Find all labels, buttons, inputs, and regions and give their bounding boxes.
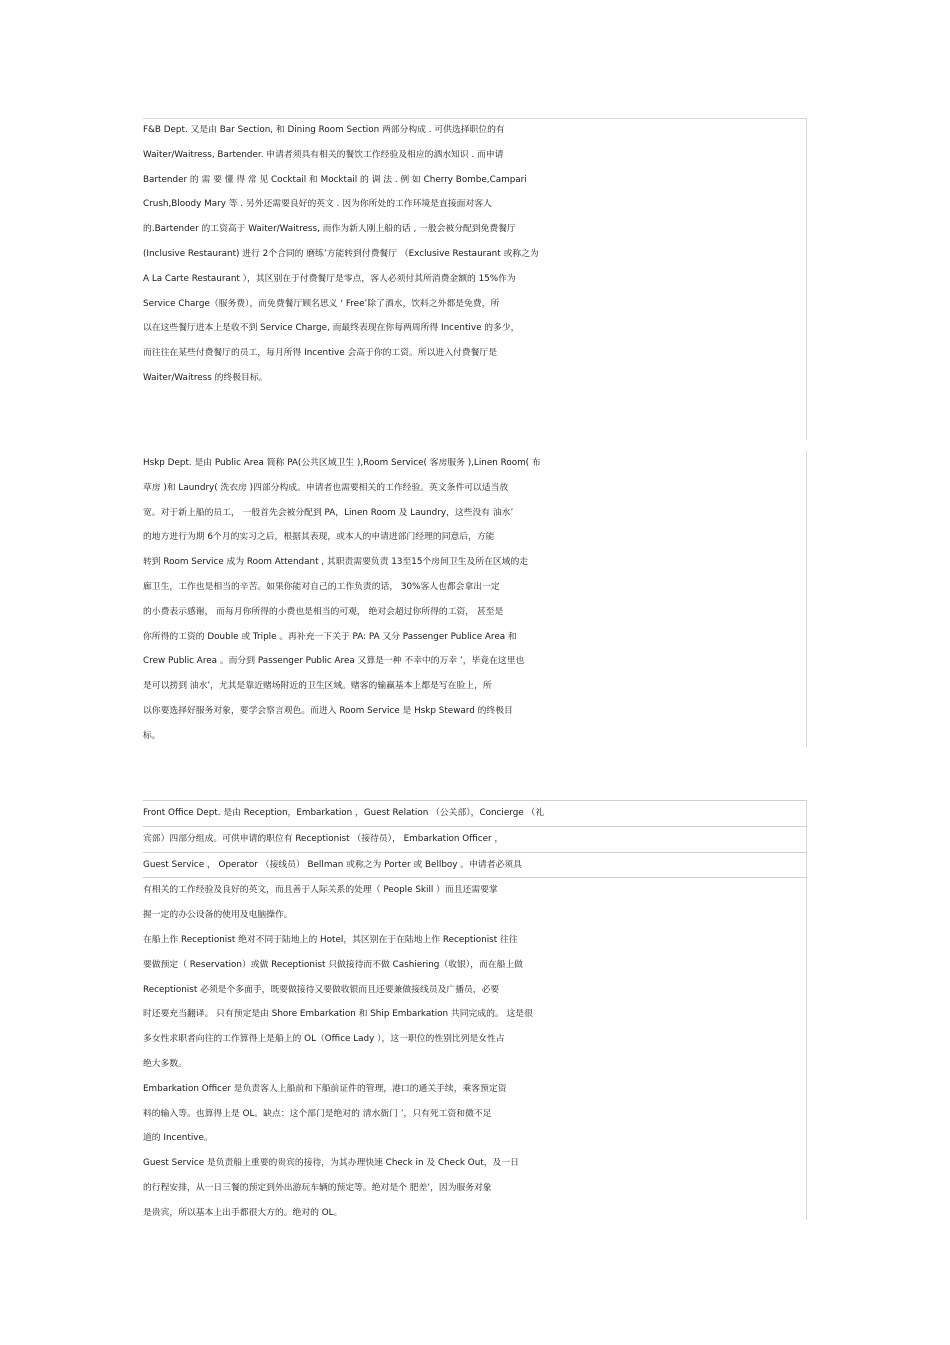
text-line: Guest Service 是负责船上重要的贵宾的接待，为其办理快速 Check in 及 Check Out，及一日 xyxy=(143,1158,519,1169)
text-line: 料的输入等。也算得上是 OL。缺点：这个部门是绝对的 清水衙门 ’，只有死工资和微不足 xyxy=(143,1108,492,1119)
text-line: Hskp Dept. 是由 Public Area 简称 PA(公共区域卫生 ),Room Service( 客房服务 ),Linen Room( 布 xyxy=(143,458,541,468)
text-line: 要做预定（ Reservation）或做 Receptionist 只做接待而不做 Cashiering（收银），而在船上做 xyxy=(143,959,523,970)
text-line: Waiter/Waitress, Bartender. 申请者须具有相关的餐饮工作经验及相应的酒水知识 . 而申请 xyxy=(143,149,504,160)
hskp-dept-paragraph xyxy=(143,451,807,747)
text-line: 绝大多数。 xyxy=(143,1058,187,1069)
text-line: 你所得的工资的 Double 或 Triple 。再补充一下关于 PA: PA 又分 Passenger Publice Area 和 xyxy=(143,631,517,642)
text-line: F&B Dept. 又是由 Bar Section, 和 Dining Room Section 两部分构成 . 可供选择职位的有 xyxy=(143,125,505,135)
text-line: Guest Service ， Operator （接线员） Bellman 或称之为 Porter 或 Bellboy 。申请者必须具 xyxy=(143,852,807,878)
text-line: 而往往在某些付费餐厅的员工，每月所得 Incentive 会高于你的工资。所以进入付费餐厅是 xyxy=(143,348,497,359)
text-line: 有相关的工作经验及良好的英文，而且善于人际关系的处理（ People Skill ）而且还需要掌 xyxy=(143,877,807,903)
text-line: 以你要选择好服务对象，要学会察言观色。而进入 Room Service 是 Hskp Steward 的终极目 xyxy=(143,705,513,716)
text-line: 转到 Room Service 成为 Room Attendant , 其职责需要负责 13至15个房间卫生及所在区域的走 xyxy=(143,557,529,568)
text-line: 宽。对于新上船的员工， 一般首先会被分配到 PA，Linen Room 及 Laundry，这些没有 油水’ xyxy=(143,507,514,518)
text-line: Crush,Bloody Mary 等 . 另外还需要良好的英文 . 因为你所处的工作环境是直接面对客人 xyxy=(143,199,492,210)
text-line: 在船上作 Receptionist 绝对不同于陆地上的 Hotel，其区别在于在陆地上作 Receptionist 往往 xyxy=(143,934,518,945)
text-line: 的地方进行为期 6个月的实习之后，根据其表现，或本人的申请进部门经理的同意后，方能 xyxy=(143,532,495,543)
text-line: 时还要充当翻译。 只有预定是由 Shore Embarkation 和 Ship Embarkation 共同完成的。 这是很 xyxy=(143,1009,533,1020)
text-line: Embarkation Officer 是负责客人上船前和下船前证件的管理，港口的通关手续，乘客预定资 xyxy=(143,1083,507,1094)
text-line: 廊卫生，工作也是相当的辛苦。如果你能对自己的工作负责的话， 30%客人也都会拿出一定 xyxy=(143,581,500,592)
text-line: 的.Bartender 的工资高于 Waiter/Waitress, 而作为新人刚上船的话 , 一般会被分配到免费餐厅 xyxy=(143,224,516,235)
text-line: Waiter/Waitress 的终极目标。 xyxy=(143,372,268,383)
text-line: 以在这些餐厅进本上是收不到 Service Charge, 而最终表现在你每两周所得 Incentive 的多少， xyxy=(143,323,520,334)
text-line: 道的 Incentive。 xyxy=(143,1133,213,1144)
text-line: Bartender 的 需 要 懂 得 常 见 Cocktail 和 Mocktail 的 调 法 . 例 如 Cherry Bombe,Campari xyxy=(143,174,527,185)
text-line: 握一定的办公设备的使用及电脑操作。 xyxy=(143,910,293,921)
text-line: (Inclusive Restaurant) 进行 2个合同的 磨练’方能转到付费餐厅 （Exclusive Restaurant 或称之为 xyxy=(143,248,539,259)
fb-dept-paragraph xyxy=(143,118,807,440)
text-line: Crew Public Area 。而分到 Passenger Public Area 又算是一种 不幸中的万幸 ’，毕竟在这里也 xyxy=(143,656,525,667)
front-office-dept-paragraph xyxy=(143,800,807,1220)
text-line: Front Office Dept. 是由 Reception，Embarkation ，Guest Relation （公关部），Concierge （礼 xyxy=(143,800,807,826)
text-line: 是贵宾，所以基本上出手都很大方的。绝对的 OL。 xyxy=(143,1207,343,1218)
text-line: 多女性求职者向往的工作算得上是船上的 OL（Office Lady ），这一职位的性别比列是女性占 xyxy=(143,1034,505,1045)
text-line: 的行程安排，从一日三餐的预定到外出游玩车辆的预定等。绝对是个 肥差’，因为服务对象 xyxy=(143,1182,492,1193)
text-line: 标。 xyxy=(143,730,161,741)
text-line: 宾部）四部分组成。可供申请的职位有 Receptionist （接待员）， Embarkation Officer ， xyxy=(143,826,807,852)
text-line: Service Charge（服务费），而免费餐厅顾名思义 ‘ Free’除了酒水，饮料之外都是免费，所 xyxy=(143,298,500,309)
text-line: 草房 )和 Laundry( 洗衣房 )四部分构成。申请者也需要相关的工作经验。英文条件可以适当放 xyxy=(143,482,509,493)
text-line: 的小费表示感谢， 而每月你所得的小费也是相当的可观， 绝对会超过你所得的工资， 甚至是 xyxy=(143,606,504,617)
text-line: Receptionist 必须是个多面手，既要做接待又要做收银而且还要兼做接线员及广播员，必要 xyxy=(143,984,500,995)
text-line: 是可以捞到 油水’，尤其是靠近赌场附近的卫生区域。赌客的输赢基本上都是写在脸上，所 xyxy=(143,681,492,692)
text-line: A La Carte Restaurant ），其区别在于付费餐厅是零点，客人必须付其所消费金额的 15%作为 xyxy=(143,273,516,284)
